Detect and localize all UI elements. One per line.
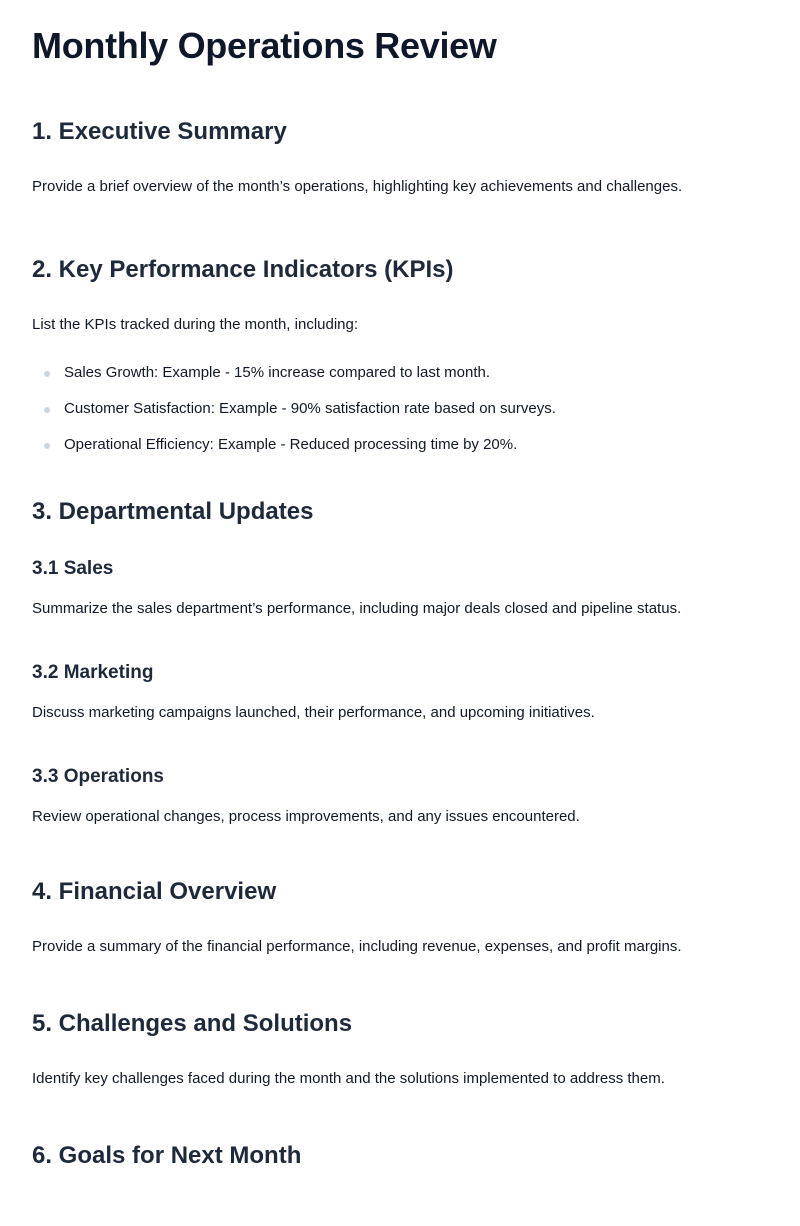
section-heading-challenges: 5. Challenges and Solutions [32,1010,353,1037]
section-heading-departmental-updates: 3. Departmental Updates [32,498,314,525]
executive-summary-text: Provide a brief overview of the month’s operations, highlighting key achievements and challenges. [32,178,683,195]
section-heading-executive-summary: 1. Executive Summary [32,118,287,145]
subsection-heading-marketing: 3.2 Marketing [32,662,154,683]
document-title: Monthly Operations Review [32,25,497,66]
operations-text: Review operational changes, process improvements, and any issues encountered. [32,808,580,825]
kpis-intro-text: List the KPIs tracked during the month, including: [32,316,359,333]
document [0,26,800,1171]
subsection-heading-operations: 3.3 Operations [32,766,164,787]
challenges-text: Identify key challenges faced during the month and the solutions implemented to address them. [32,1070,665,1087]
marketing-text: Discuss marketing campaigns launched, their performance, and upcoming initiatives. [32,704,595,721]
section-heading-financial-overview: 4. Financial Overview [32,878,277,905]
list-item [32,363,768,383]
kpi-item-text: Sales Growth: Example - 15% increase compared to last month. [64,364,491,381]
bullet-icon [44,371,50,377]
list-item [32,399,768,419]
kpi-item-text: Operational Efficiency: Example - Reduced processing time by 20%. [64,436,518,453]
kpi-item-text: Customer Satisfaction: Example - 90% satisfaction rate based on surveys. [64,400,556,417]
subsection-heading-sales: 3.1 Sales [32,558,114,579]
sales-text: Summarize the sales department’s performance, including major deals closed and pipeline status. [32,600,682,617]
bullet-icon [44,443,50,449]
list-item [32,435,768,455]
financial-overview-text: Provide a summary of the financial performance, including revenue, expenses, and profit margins. [32,938,682,955]
kpi-list [32,363,768,455]
section-heading-kpis: 2. Key Performance Indicators (KPIs) [32,256,454,283]
bullet-icon [44,407,50,413]
section-heading-goals: 6. Goals for Next Month [32,1142,302,1169]
